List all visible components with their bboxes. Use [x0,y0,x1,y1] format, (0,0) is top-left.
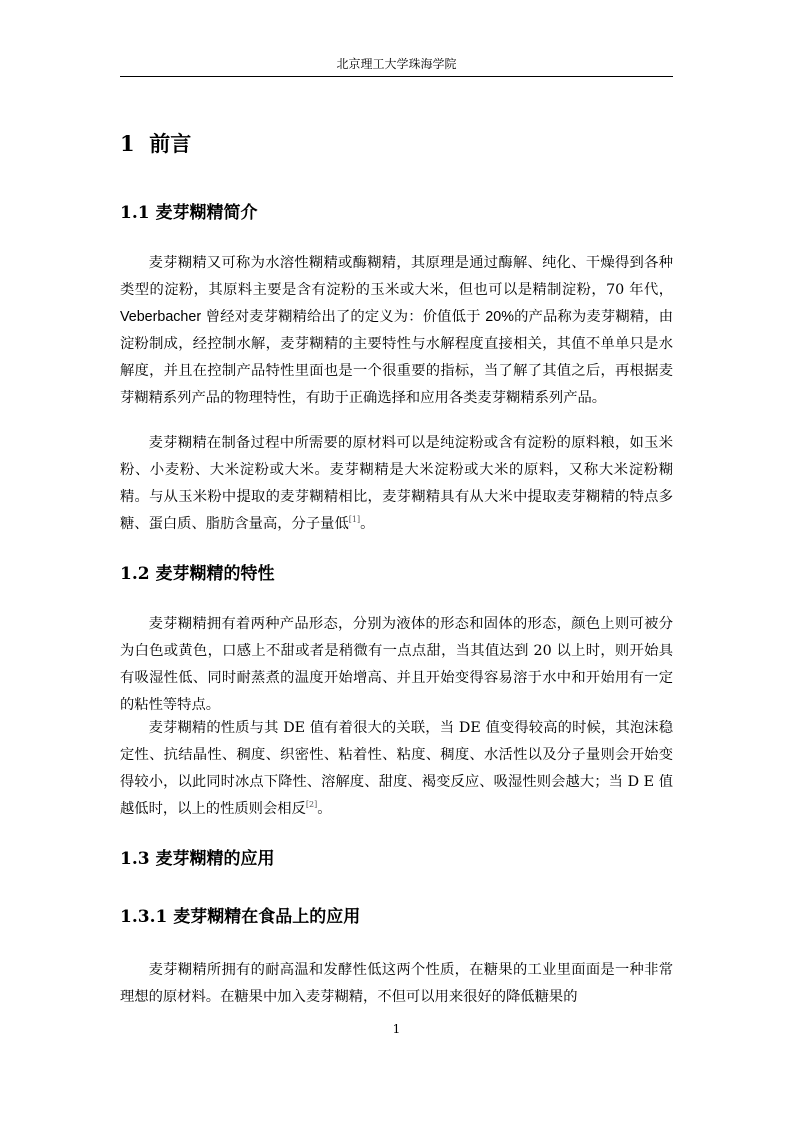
chapter-title: 前言 [149,131,192,156]
text-run: 麦芽糊精所拥有的耐高温和发酵性低这两个性质，在糖果的工业里面面是一种非常理想的原材料。在糖果中加入麦芽糊精，不但可以用来很好的降低糖果的 [120,962,673,1005]
chapter-number: 1 [120,131,135,156]
section-heading-1-2: 1.2 麦芽糊精的特性 [120,564,275,584]
text-run: 。 [360,516,375,532]
paragraph-1-1-2 [120,430,673,538]
paragraph-1-2-1 [120,611,673,719]
chapter-heading [120,131,191,157]
running-header: 北京理工大学珠海学院 [336,57,457,71]
text-run: 的产品称为麦芽糊精，由淀粉制成，经控制水解，麦芽糊精的主要特性与水解程度直接相关，其值不单单只是水解度，并且在控制产品特性里面也是一个很重要的指标，当了解了其值之后，再根据麦芽糊精系列产品的物理特性，有助于正确选择和应用各类麦芽糊精系列产品。 [120,309,674,406]
citation-1[interactable]: [1] [348,515,361,524]
text-run: 麦芽糊精在制备过程中所需要的原材料可以是纯淀粉或含有淀粉的原料粮，如玉米粉、小麦粉、大米淀粉或大米。麦芽糊精是大米淀粉或大米的原料，又称大米淀粉糊精。与从玉米粉中提取的麦芽糊精相比，麦芽糊精具有从大米中提取麦芽糊精的特点多糖、蛋白质、脂肪含量高，分子量低 [120,435,673,532]
text-run: 曾经对麦芽糊精给出了的定义为：价值低于 [201,309,486,325]
page-number: 1 [392,1022,401,1036]
section-heading-1-3-1: 1.3.1 麦芽糊精在食品上的应用 [120,907,361,927]
paragraph-1-1-1 [120,250,673,412]
paragraph-1-3-1-1 [120,957,673,1011]
section-heading-1-1: 1.1 麦芽糊精简介 [120,203,258,223]
author-name: Veberbacher [120,309,202,325]
paragraph-1-2-2 [120,715,673,823]
text-run: 麦芽糊精的性质与其 DE 值有着很大的关联，当 DE 值变得较高的时候，其泡沫稳定性、抗结晶性、稠度、织密性、粘着性、粘度、稠度、水活性以及分子量则会开始变得较小，以此同时冰点下降性、溶解度、甜度、褐变反应、吸湿性则会越大；当 D E 值越低时，以上的性质则会相反 [120,720,673,817]
header-rule [120,76,673,77]
section-heading-1-3: 1.3 麦芽糊精的应用 [120,849,275,869]
text-run: 麦芽糊精又可称为水溶性糊精或酶糊精，其原理是通过酶解、纯化、干燥得到各种类型的淀粉，其原料主要是含有淀粉的玉米或大米，但也可以是精制淀粉，70 年代， [120,255,673,298]
citation-2[interactable]: [2] [305,800,318,809]
text-run: 麦芽糊精拥有着两种产品形态，分别为液体的形态和固体的形态，颜色上则可被分为白色或黄色，口感上不甜或者是稍微有一点点甜，当其值达到 20 以上时，则开始具有吸湿性低、同时耐蒸煮的温度开始增高、并且开始变得容易溶于水中和开始用有一定的粘性等特点。 [120,616,673,713]
text-run: 。 [317,801,332,817]
percent-value: 20% [485,309,514,325]
